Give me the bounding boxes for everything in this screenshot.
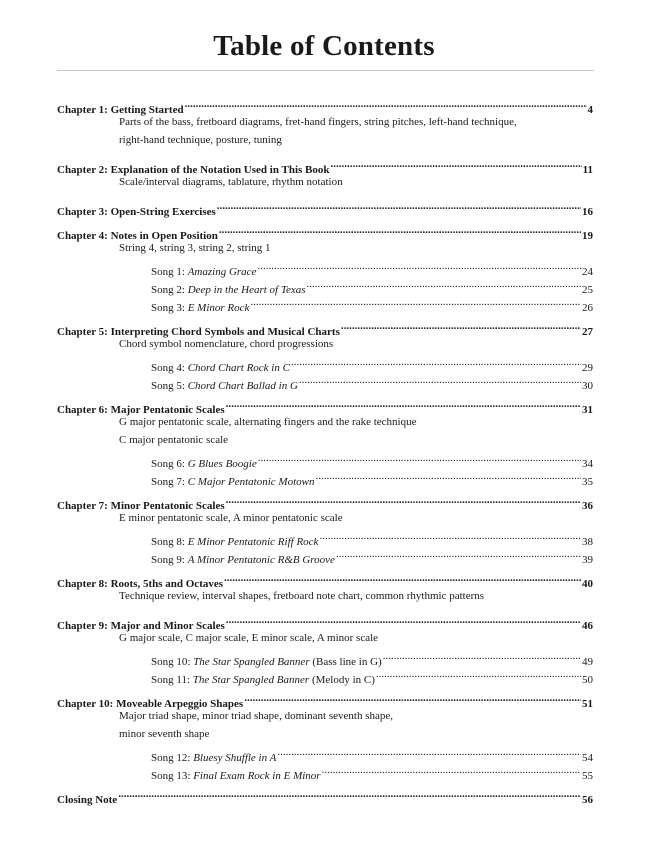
- toc-chapter: [57, 491, 593, 566]
- song-label: [151, 551, 335, 569]
- toc-chapter: [57, 197, 593, 218]
- page-number: 49: [582, 656, 593, 668]
- page-number: 25: [582, 284, 593, 296]
- page-number: 31: [582, 404, 593, 416]
- song-title: The Star Spangled Banner: [192, 674, 310, 686]
- chapter-description: [57, 113, 593, 149]
- song-label: [151, 749, 276, 767]
- description-line: String 4, string 3, string 2, string 1: [119, 242, 271, 254]
- dot-leader: [319, 527, 581, 545]
- page-number: 30: [582, 380, 593, 392]
- dot-leader: [376, 665, 581, 683]
- dot-leader: [322, 761, 581, 779]
- song-label: [151, 299, 249, 317]
- dot-leader: [383, 647, 581, 665]
- song-title: E Minor Pentatonic Riff Rock: [187, 536, 319, 548]
- description-line: right-hand technique, posture, tuning: [119, 134, 282, 146]
- dot-leader: [226, 491, 581, 509]
- song-title: E Minor Rock: [187, 302, 250, 314]
- page-title: Table of Contents: [213, 30, 435, 62]
- dot-leader: [250, 293, 581, 311]
- chapter-entry[interactable]: [57, 395, 593, 416]
- dot-leader: [226, 611, 581, 629]
- song-number: Song 10:: [151, 656, 194, 668]
- song-number: Song 12:: [151, 752, 194, 764]
- page-number: 29: [582, 362, 593, 374]
- song-number: Song 13:: [151, 770, 194, 782]
- dot-leader: [331, 155, 582, 173]
- page-number: 40: [582, 578, 593, 590]
- page-number: 27: [582, 326, 593, 338]
- song-number: Song 4:: [151, 362, 188, 374]
- song-entry[interactable]: [57, 257, 593, 278]
- chapter-entry[interactable]: [57, 221, 593, 242]
- chapter-description: [57, 413, 593, 449]
- description-line: G major scale, C major scale, E minor scale, A minor scale: [119, 632, 379, 644]
- song-title: Amazing Grace: [187, 266, 257, 278]
- song-entry[interactable]: [57, 743, 593, 764]
- chapter-title: Chapter 9: Major and Minor Scales: [57, 620, 225, 632]
- dot-leader: [217, 197, 581, 215]
- page-number: 50: [582, 674, 593, 686]
- chapter-title: Chapter 10: Moveable Arpeggio Shapes: [57, 698, 244, 710]
- song-number: Song 3:: [151, 302, 188, 314]
- song-number: Song 9:: [151, 554, 188, 566]
- toc-chapter: [57, 221, 593, 314]
- dot-leader: [299, 371, 581, 389]
- description-line: E minor pentatonic scale, A minor pentatonic scale: [119, 512, 343, 524]
- toc-chapter: [57, 95, 593, 149]
- chapter-title: Chapter 5: Interpreting Chord Symbols and Musical Charts: [57, 326, 340, 338]
- dot-leader: [224, 569, 581, 587]
- chapter-description: [57, 239, 593, 257]
- chapter-description: [57, 509, 593, 527]
- chapter-entry[interactable]: [57, 611, 593, 632]
- chapter-description: [57, 587, 593, 605]
- chapter-title: Closing Note: [57, 794, 118, 806]
- dot-leader: [277, 743, 581, 761]
- title-divider: [57, 70, 594, 71]
- song-entry[interactable]: [57, 371, 593, 392]
- page-number: 54: [582, 752, 593, 764]
- page-number: 55: [582, 770, 593, 782]
- page-number: 56: [582, 794, 593, 806]
- song-title: G Blues Boogie: [187, 458, 257, 470]
- song-number: Song 8:: [151, 536, 188, 548]
- page-number: 19: [582, 230, 593, 242]
- song-number: Song 7:: [151, 476, 188, 488]
- song-entry[interactable]: [57, 449, 593, 470]
- chapter-description: [57, 707, 593, 743]
- song-title: C Major Pentatonic Motown: [187, 476, 315, 488]
- song-entry[interactable]: [57, 545, 593, 566]
- page-number: 46: [582, 620, 593, 632]
- chapter-entry[interactable]: [57, 785, 593, 806]
- description-line: G major pentatonic scale, alternating fingers and the rake technique: [119, 416, 417, 428]
- song-entry[interactable]: [57, 761, 593, 782]
- song-title: Chord Chart Ballad in G: [187, 380, 298, 392]
- page-number: 38: [582, 536, 593, 548]
- page-number: 11: [582, 164, 593, 176]
- toc-chapter: [57, 155, 593, 191]
- description-line: Scale/interval diagrams, tablature, rhythm notation: [119, 176, 343, 188]
- page-number: 51: [582, 698, 593, 710]
- toc-chapter: [57, 569, 593, 605]
- dot-leader: [244, 689, 581, 707]
- song-label: [151, 455, 257, 473]
- toc-chapter: [57, 611, 593, 686]
- dot-leader: [185, 95, 587, 113]
- page-number: 16: [582, 206, 593, 218]
- chapter-title: Chapter 8: Roots, 5ths and Octaves: [57, 578, 224, 590]
- song-entry[interactable]: [57, 353, 593, 374]
- chapter-entry[interactable]: [57, 569, 593, 590]
- page-number: 4: [587, 104, 593, 116]
- song-note: (Melody in C): [309, 674, 375, 686]
- song-number: Song 2:: [151, 284, 188, 296]
- dot-leader: [226, 395, 581, 413]
- chapter-description: [57, 335, 593, 353]
- dot-leader: [307, 275, 581, 293]
- dot-leader: [258, 449, 581, 467]
- song-title: Final Exam Rock in E Minor: [193, 770, 321, 782]
- page-number: 34: [582, 458, 593, 470]
- song-label: [151, 767, 321, 785]
- dot-leader: [336, 545, 581, 563]
- song-title: Chord Chart Rock in C: [187, 362, 290, 374]
- description-line: Parts of the bass, fretboard diagrams, fret-hand fingers, string pitches, left-hand technique,: [119, 116, 517, 128]
- description-line: C major pentatonic scale: [119, 434, 229, 446]
- page-number: 24: [582, 266, 593, 278]
- page-number: 39: [582, 554, 593, 566]
- dot-leader: [315, 467, 581, 485]
- description-line: minor seventh shape: [119, 728, 210, 740]
- toc-chapter: [57, 689, 593, 782]
- song-label: [151, 473, 314, 491]
- chapter-title: Chapter 4: Notes in Open Position: [57, 230, 218, 242]
- chapter-title: Chapter 7: Minor Pentatonic Scales: [57, 500, 225, 512]
- dot-leader: [291, 353, 581, 371]
- chapter-title: Chapter 3: Open-String Exercises: [57, 206, 216, 218]
- dot-leader: [219, 221, 581, 239]
- dot-leader: [118, 785, 581, 803]
- page-number: 35: [582, 476, 593, 488]
- chapter-entry[interactable]: [57, 95, 593, 116]
- page-number: 36: [582, 500, 593, 512]
- song-entry[interactable]: [57, 527, 593, 548]
- toc-chapter: [57, 395, 593, 488]
- song-label: [151, 533, 318, 551]
- song-label: [151, 377, 298, 395]
- description-line: Major triad shape, minor triad shape, dominant seventh shape,: [119, 710, 394, 722]
- chapter-title: Chapter 6: Major Pentatonic Scales: [57, 404, 225, 416]
- song-label: [151, 359, 290, 377]
- song-label: [151, 671, 375, 689]
- description-line: Technique review, interval shapes, fretboard note chart, common rhythmic patterns: [119, 590, 485, 602]
- description-line: Chord symbol nomenclature, chord progressions: [119, 338, 334, 350]
- song-title: The Star Spangled Banner: [193, 656, 310, 668]
- song-number: Song 6:: [151, 458, 188, 470]
- song-number: Song 1:: [151, 266, 188, 278]
- chapter-entry[interactable]: [57, 689, 593, 710]
- song-title: Deep in the Heart of Texas: [187, 284, 306, 296]
- toc-chapter: [57, 785, 593, 806]
- song-entry[interactable]: [57, 647, 593, 668]
- chapter-title: Chapter 2: Explanation of the Notation Used in This Book: [57, 164, 330, 176]
- song-entry[interactable]: [57, 467, 593, 488]
- chapter-entry[interactable]: [57, 155, 593, 176]
- dot-leader: [341, 317, 581, 335]
- song-entry[interactable]: [57, 293, 593, 314]
- page-number: 26: [582, 302, 593, 314]
- chapter-entry[interactable]: [57, 317, 593, 338]
- chapter-description: [57, 629, 593, 647]
- chapter-description: [57, 173, 593, 191]
- song-note: (Bass line in G): [309, 656, 382, 668]
- song-number: Song 5:: [151, 380, 188, 392]
- toc-chapter: [57, 317, 593, 392]
- chapter-entry[interactable]: [57, 197, 593, 218]
- song-label: [151, 653, 382, 671]
- chapter-title: Chapter 1: Getting Started: [57, 104, 184, 116]
- song-number: Song 11:: [151, 674, 193, 686]
- chapter-entry[interactable]: [57, 491, 593, 512]
- song-title: A Minor Pentatonic R&B Groove: [187, 554, 335, 566]
- song-label: [151, 263, 256, 281]
- song-entry[interactable]: [57, 275, 593, 296]
- song-title: Bluesy Shuffle in A: [193, 752, 277, 764]
- table-of-contents: [57, 95, 593, 809]
- dot-leader: [257, 257, 581, 275]
